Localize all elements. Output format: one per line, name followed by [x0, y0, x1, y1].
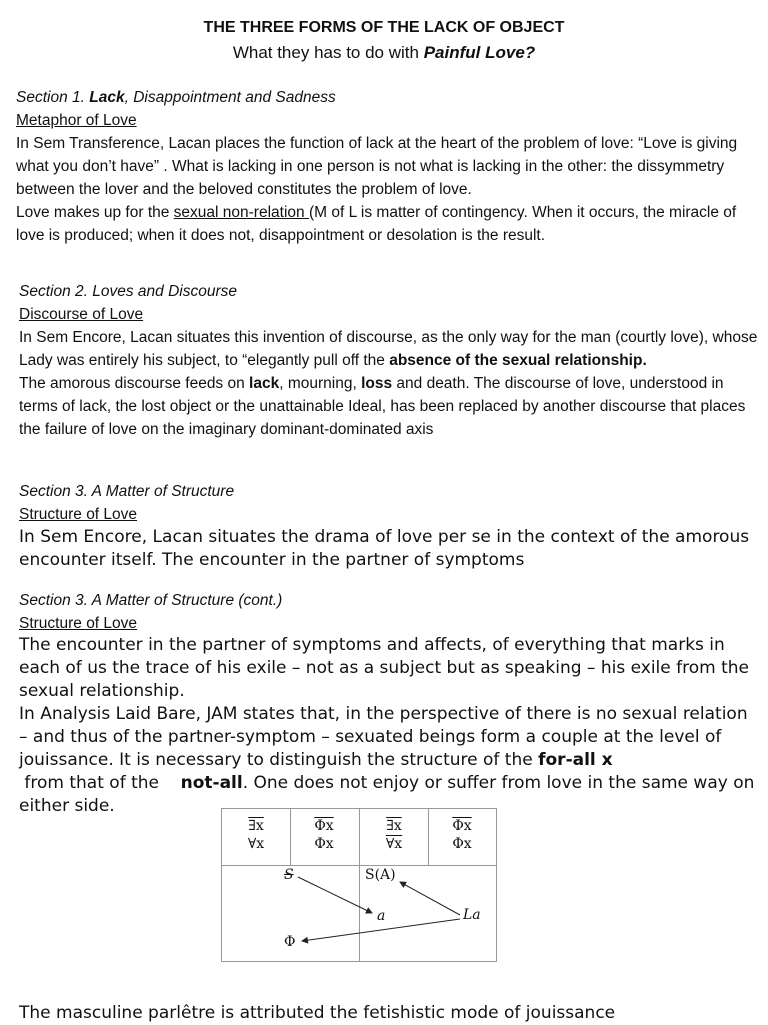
formula-cell-4: $\overline{\Phi x}$ Φx [452, 818, 472, 852]
arrow-la-to-phi [302, 919, 460, 941]
section-3-subheading: Structure of Love [19, 506, 138, 523]
section-3-heading: Section 3. A Matter of Structure [19, 483, 235, 500]
section-4-paragraph-1: The encounter in the partner of symptoms and affects, of everything that marks in each of us the trace of his exile – not as a subject but as speaking – his exile from the sexual relationship. [19, 635, 749, 701]
formula-cell-3: ∃x ∀x [385, 818, 403, 852]
s-of-barred-a-label: S(A) [365, 867, 396, 883]
section-1 [16, 86, 761, 247]
section-1-heading: Section 1. Lack, Disappointment and Sadness [16, 89, 336, 106]
document-subtitle [0, 43, 768, 63]
sexuation-diagram [221, 808, 497, 962]
footer-line: The masculine parlêtre is attributed the fetishistic mode of jouissance [19, 1003, 616, 1023]
section-4-body [19, 634, 759, 818]
section-3 [19, 480, 759, 526]
section-4 [19, 589, 759, 635]
subtitle-text: What they has to do with [232, 43, 424, 62]
la-label: La [463, 907, 481, 923]
phi-label: Φ [284, 934, 296, 950]
section-1-paragraph-1: In Sem Transference, Lacan places the function of lack at the heart of the problem of love: “Love is giving what you don’t have” . What is lacking in one person is not what is lacking in the other: the dissymmetry between the lover and the beloved constitutes the problem of love. [16, 135, 738, 198]
formula-cell-2: $\overline{\Phi x}$ Φx [314, 818, 334, 852]
section-2-paragraph-1: In Sem Encore, Lacan situates this invention of discourse, as the only way for the man (courtly love), whose Lady was entirely his subject, to “elegantly pull off the absence of the sexual relationship. [19, 329, 758, 369]
section-1-paragraph-2: Love makes up for the sexual non-relation (M of L is matter of contingency. When it occurs, the miracle of love is produced; when it does not, disappointment or desolation is the result. [16, 204, 737, 244]
section-4-heading: Section 3. A Matter of Structure (cont.) [19, 592, 283, 609]
section-2-subheading: Discourse of Love [19, 306, 144, 323]
object-a-label: a [377, 908, 386, 924]
diagram-arrows [222, 809, 496, 961]
section-2-paragraph-2: The amorous discourse feeds on lack, mourning, loss and death. The discourse of love, understood in terms of lack, the lost object or the unattainable Ideal, has been replaced by another discourse that places the failure of love on the imaginary dominant-dominated axis [19, 375, 746, 438]
section-4-subheading: Structure of Love [19, 615, 138, 632]
section-2-heading: Section 2. Loves and Discourse [19, 283, 237, 300]
formula-cell-1: ∃x ∀x [247, 818, 265, 852]
section-2 [19, 280, 759, 441]
subtitle-emphasis: Painful Love? [423, 43, 536, 62]
section-3-paragraph: In Sem Encore, Lacan situates the drama of love per se in the context of the amorous encounter itself. The encounter in the partner of symptoms [19, 527, 750, 570]
document-title: THE THREE FORMS OF THE LACK OF OBJECT [203, 19, 565, 36]
section-4-paragraph-2: In Analysis Laid Bare, JAM states that, in the perspective of there is no sexual relation – and thus of the partner-symptom – sexuated beings form a couple at the level of jouissance. It is necessary to distinguish the structure of the for-all x from that of the not-all. One does not enjoy or suffer from love in the same way on either side. [19, 704, 755, 816]
arrow-la-to-s-of-a [400, 882, 460, 915]
arrow-s-to-a [298, 877, 372, 913]
barred-s-label: S [284, 867, 294, 883]
section-1-subheading: Metaphor of Love [16, 112, 137, 129]
